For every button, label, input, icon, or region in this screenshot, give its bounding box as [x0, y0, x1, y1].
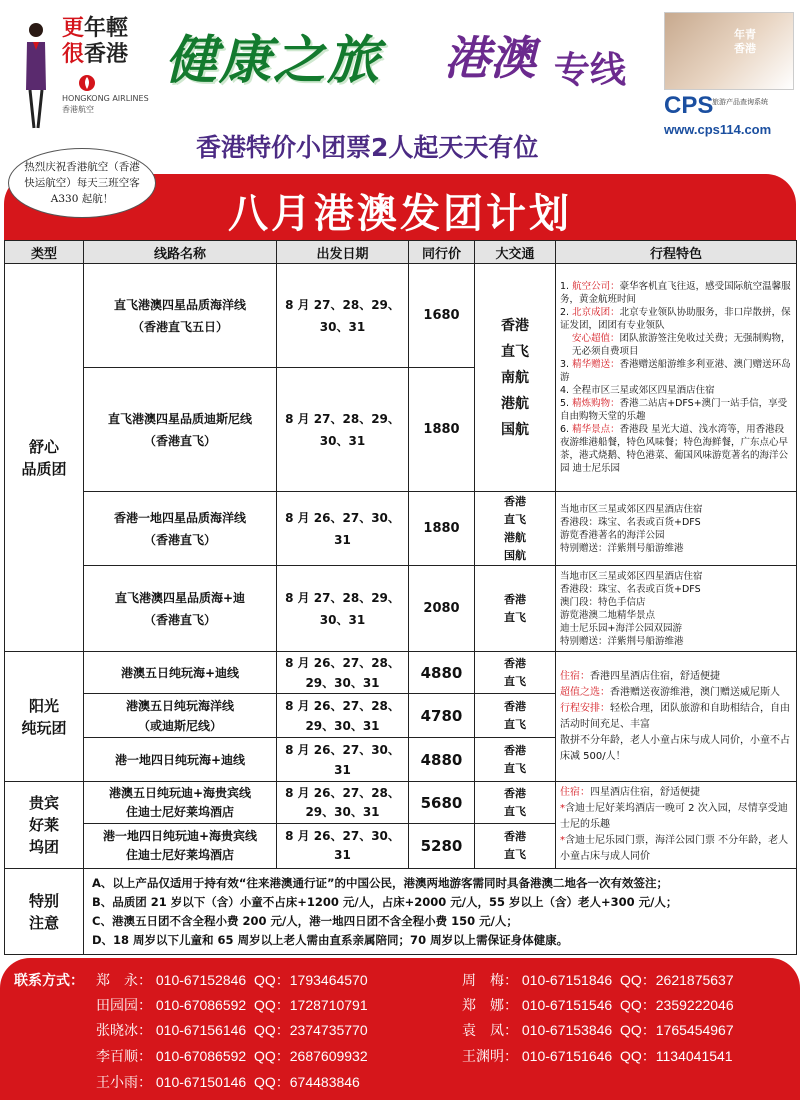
table-header-row	[5, 241, 797, 264]
route-cell: 港一地四日纯玩迪+海贵宾线 住迪士尼好莱坞酒店	[84, 824, 277, 869]
feature-line: 散拼不分年龄，老人小童占床与成人同价，小童不占床减 500/人！	[560, 734, 790, 762]
banner-title: 八月港澳发团计划	[228, 191, 572, 237]
price-cell: 4780	[409, 694, 475, 738]
date-cell: 8 月 26、27、30、 31	[277, 738, 409, 782]
notes-cell	[84, 869, 797, 955]
route-cell: 港澳五日纯玩海+迪线	[84, 652, 277, 694]
route-cell: 直飞港澳四星品质海+迪 （香港直飞）	[84, 566, 277, 652]
price-cell: 2080	[409, 566, 475, 652]
contact-entry: 郑 娜： 010-67151546 QQ：2359222046	[462, 997, 734, 1013]
date-cell: 8 月 26、27、30、 31	[277, 492, 409, 566]
feature-line: 住宿：四星酒店住宿，舒适便捷	[560, 787, 700, 798]
tour-plan-table	[4, 240, 797, 955]
table-row	[5, 782, 797, 824]
price-cell: 1680	[409, 264, 475, 368]
promo-photo-text: 年青 香港	[734, 28, 756, 55]
notes-row	[5, 869, 797, 955]
feature-line: 超值之选：香港赠送夜游维港，澳门赠送威尼斯人	[560, 686, 780, 698]
table-row	[5, 492, 797, 566]
note-line: A、以上产品仅适用于持有效“往来港澳通行证”的中国公民，港澳两地游客需同时具备港澳二地各一次有效签注；	[92, 875, 669, 890]
transport-cell: 香港 直飞 港航 国航	[475, 492, 556, 566]
feature-line: 安心超值：团队旅游签注免收过关费；无强制购物，无必须自费项目	[572, 333, 791, 357]
date-cell: 8 月 27、28、29、 30、31	[277, 566, 409, 652]
note-line: C、港澳五日团不含全程小费 200 元/人，港一地四日团不含全程小费 150 元/人；	[92, 913, 518, 928]
table-row	[5, 652, 797, 694]
price-cell: 4880	[409, 738, 475, 782]
date-cell: 8 月 26、27、28、 29、30、31	[277, 694, 409, 738]
contact-entry: 袁 凤： 010-67153846 QQ：1765454967	[462, 1022, 734, 1038]
contact-entry: 郑 永： 010-67152846 QQ：1793464570	[96, 972, 368, 988]
category-cell: 舒心 品质团	[5, 264, 84, 652]
cps-url: www.cps114.com	[664, 122, 772, 137]
feature-line: 6. 精华景点：香港段 星光大道、浅水湾等，用香港段夜游维港船餐，特色风味餐；特色海鲜餐，广东点心早茶，港式烧鹅、特色港菜、葡国风味游览著名的海洋公园 迪士尼乐园	[560, 424, 789, 474]
feature-line: 行程安排：轻松合理，团队旅游和自助相结合，自由活动时间充足、丰富	[560, 702, 790, 730]
route-cell: 直飞港澳四星品质迪斯尼线 （香港直飞）	[84, 368, 277, 492]
cps-subtitle: 旅游产品查询系统	[712, 98, 768, 106]
title-hk-macau: 港澳	[444, 31, 536, 85]
transport-cell: 香港 直飞	[475, 824, 556, 869]
title-health-trip: 健康之旅	[165, 31, 382, 91]
route-cell: 香港一地四星品质海洋线 （香港直飞）	[84, 492, 277, 566]
transport-cell: 香港 直飞 南航 港航 国航	[475, 264, 556, 492]
col-header: 行程特色	[556, 241, 797, 264]
note-line: D、18 周岁以下儿童和 65 周岁以上老人需由直系亲属陪同；70 周岁以上需保证身体健康。	[92, 932, 569, 947]
col-header: 线路名称	[84, 241, 277, 264]
transport-cell: 香港 直飞	[475, 694, 556, 738]
route-cell: 港澳五日纯玩海洋线 （或迪斯尼线）	[84, 694, 277, 738]
category-cell: 阳光 纯玩团	[5, 652, 84, 782]
route-cell: 直飞港澳四星品质海洋线 （香港直飞五日）	[84, 264, 277, 368]
table-row	[5, 566, 797, 652]
feature-cell	[556, 782, 797, 869]
feature-cell	[556, 264, 797, 492]
feature-line: *含迪士尼好莱坞酒店一晚可 2 次入园，尽情享受迪士尼的乐趣	[560, 803, 788, 830]
feature-cell: 当地市区三星或郊区四星酒店住宿 香港段：珠宝、名表或百货+DFS 澳门段：特色手信店 游览港澳二地精华景点 迪士尼乐园+海洋公园双园游 特别赠送：洋紫荆号船游维港	[556, 566, 797, 652]
contact-entry: 周 梅： 010-67151846 QQ：2621875637	[462, 972, 734, 988]
transport-cell: 香港 直飞	[475, 652, 556, 694]
note-line: B、品质团 21 岁以下（含）小童不占床+1200 元/人，占床+2000 元/人，55 岁以上（含）老人+300 元/人；	[92, 894, 678, 909]
price-cell: 4880	[409, 652, 475, 694]
feature-line: 1. 航空公司：豪华客机直飞往返，感受国际航空温馨服务，黄金航班时间	[560, 281, 791, 305]
date-cell: 8 月 27、28、29、 30、31	[277, 368, 409, 492]
col-header: 大交通	[475, 241, 556, 264]
hk-airlines-bauhinia-icon	[78, 74, 96, 92]
date-cell: 8 月 26、27、30、 31	[277, 824, 409, 869]
feature-line: 5. 精炼购物：香港二站店+DFS+澳门一站手信，享受自由购物天堂的乐趣	[560, 398, 788, 422]
transport-cell: 香港 直飞	[475, 738, 556, 782]
flight-attendant-figure	[22, 20, 50, 130]
contact-entry: 王小雨： 010-67150146 QQ：674483846	[96, 1074, 360, 1090]
table-row	[5, 264, 797, 368]
date-cell: 8 月 26、27、28、 29、30、31	[277, 652, 409, 694]
contact-entry: 张晓冰： 010-67156146 QQ：2374735770	[96, 1022, 368, 1038]
contact-entry: 王渊明： 010-67151646 QQ：1134041541	[462, 1048, 733, 1064]
price-cell: 5280	[409, 824, 475, 869]
category-cell: 贵宾 好莱 坞团	[5, 782, 84, 869]
transport-cell: 香港 直飞	[475, 566, 556, 652]
route-cell: 港一地四日纯玩海+迪线	[84, 738, 277, 782]
price-cell: 1880	[409, 492, 475, 566]
route-cell: 港澳五日纯玩迪+海贵宾线 住迪士尼好莱坞酒店	[84, 782, 277, 824]
transport-cell: 香港 直飞	[475, 782, 556, 824]
feature-line: 4. 全程市区三星或郊区四星酒店住宿	[560, 385, 715, 396]
feature-line: 2. 北京成团：北京专业领队协助服务，非口岸散拼，保证发团，团团有专业领队	[560, 307, 791, 331]
price-cell: 5680	[409, 782, 475, 824]
category-cell: 特别 注意	[5, 869, 84, 955]
cps-logo: CPS	[664, 92, 714, 119]
contact-label: 联系方式：	[14, 972, 84, 988]
col-header: 同行价	[409, 241, 475, 264]
feature-cell	[556, 652, 797, 782]
announcement-bubble: 热烈庆祝香港航空（香港快运航空）每天三班空客 A330 起航！	[8, 148, 156, 218]
promo-photo	[664, 12, 794, 90]
date-cell: 8 月 26、27、28、 29、30、31	[277, 782, 409, 824]
feature-cell: 当地市区三星或郊区四星酒店住宿 香港段：珠宝、名表或百货+DFS 游览香港著名的海洋公园 特别赠送：洋紫荆号船游维港	[556, 492, 797, 566]
contact-panel	[0, 958, 800, 1100]
hk-airlines-name: HONGKONG AIRLINES 香港航空	[62, 94, 149, 114]
hk-airlines-slogan: 更年輕 很香港	[62, 16, 129, 67]
title-special-line: 专线	[554, 50, 627, 91]
date-cell: 8 月 27、28、29、 30、31	[277, 264, 409, 368]
contact-entry: 田园园： 010-67086592 QQ：1728710791	[96, 997, 368, 1013]
feature-line: *含迪士尼乐园门票，海洋公园门票 不分年龄，老人小童占床与成人同价	[560, 835, 789, 862]
col-header: 类型	[5, 241, 84, 264]
contact-entry: 李百顺： 010-67086592 QQ：2687609932	[96, 1048, 368, 1064]
subtitle: 香港特价小团票2人起天天有位	[196, 133, 539, 162]
price-cell: 1880	[409, 368, 475, 492]
feature-line: 住宿：香港四星酒店住宿，舒适便捷	[560, 670, 720, 682]
feature-line: 3. 精华赠送：香港赠送船游维多利亚港、澳门赠送环岛游	[560, 359, 791, 383]
col-header: 出发日期	[277, 241, 409, 264]
